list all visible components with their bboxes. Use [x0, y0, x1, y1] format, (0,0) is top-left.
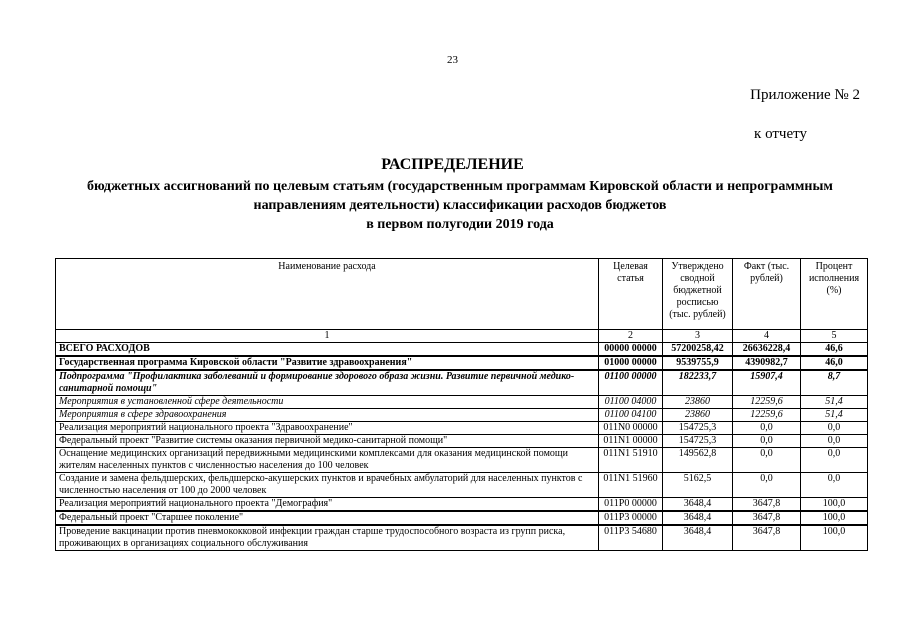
table-row: [56, 448, 868, 473]
row-approved: 23860: [663, 396, 733, 409]
header-name: Наименование расхода: [56, 259, 599, 330]
row-percent: 46,6: [801, 343, 868, 357]
table-row: [56, 498, 868, 512]
row-name: ВСЕГО РАСХОДОВ: [56, 343, 599, 357]
row-approved: 3648,4: [663, 498, 733, 512]
row-code: 011P3 54680: [599, 525, 663, 551]
row-code: 00000 00000: [599, 343, 663, 357]
row-code: 011N1 51910: [599, 448, 663, 473]
column-number: 1: [56, 330, 599, 343]
header-fact: Факт (тыс. рублей): [733, 259, 801, 330]
header-percent: Процент исполнения (%): [801, 259, 868, 330]
subtitle-line-3: в первом полугодии 2019 года: [366, 217, 554, 232]
row-code: 011N1 51960: [599, 473, 663, 498]
row-approved: 57200258,42: [663, 343, 733, 357]
row-code: 011N1 00000: [599, 435, 663, 448]
row-code: 01100 00000: [599, 370, 663, 396]
row-fact: 0,0: [733, 448, 801, 473]
row-percent: 46,0: [801, 356, 868, 370]
table-header-row: [56, 259, 868, 330]
row-percent: 8,7: [801, 370, 868, 396]
row-name: Федеральный проект "Старшее поколение": [56, 511, 599, 525]
row-fact: 12259,6: [733, 409, 801, 422]
subtitle-line-1: бюджетных ассигнований по целевым статьям (государственным программам Кировской области и непрограммным: [87, 179, 833, 194]
row-approved: 9539755,9: [663, 356, 733, 370]
row-code: 01100 04000: [599, 396, 663, 409]
table-row: [56, 370, 868, 396]
row-approved: 154725,3: [663, 435, 733, 448]
document-subtitle: [40, 177, 880, 234]
table-row: [56, 343, 868, 357]
row-percent: 0,0: [801, 422, 868, 435]
row-name: Реализация мероприятий национального проекта "Демография": [56, 498, 599, 512]
row-fact: 0,0: [733, 473, 801, 498]
row-name: Государственная программа Кировской области "Развитие здравоохранения": [56, 356, 599, 370]
header-target: Целевая статья: [599, 259, 663, 330]
row-fact: 15907,4: [733, 370, 801, 396]
row-fact: 3647,8: [733, 525, 801, 551]
row-name: Реализация мероприятий национального проекта "Здравоохранение": [56, 422, 599, 435]
row-approved: 182233,7: [663, 370, 733, 396]
row-percent: 0,0: [801, 473, 868, 498]
column-number: 4: [733, 330, 801, 343]
table-row: [56, 473, 868, 498]
column-number-row: [56, 330, 868, 343]
row-approved: 3648,4: [663, 525, 733, 551]
row-name: Мероприятия в сфере здравоохранения: [56, 409, 599, 422]
row-fact: 26636228,4: [733, 343, 801, 357]
row-percent: 0,0: [801, 448, 868, 473]
header-approved: Утверждено сводной бюджетной росписью (тыс. рублей): [663, 259, 733, 330]
row-percent: 51,4: [801, 409, 868, 422]
row-percent: 51,4: [801, 396, 868, 409]
row-code: 01000 00000: [599, 356, 663, 370]
budget-table: [55, 258, 868, 551]
row-name: Проведение вакцинации против пневмококковой инфекции граждан старше трудоспособного возраста из групп риска, проживающих в организациях социального обслуживания: [56, 525, 599, 551]
row-fact: 3647,8: [733, 511, 801, 525]
to-report-label: к отчету: [754, 126, 807, 142]
row-code: 01100 04100: [599, 409, 663, 422]
row-approved: 3648,4: [663, 511, 733, 525]
document-title: РАСПРЕДЕЛЕНИЕ: [381, 156, 524, 173]
row-name: Подпрограмма "Профилактика заболеваний и формирование здорового образа жизни. Развитие первичной медико-санитарной помощи": [56, 370, 599, 396]
appendix-label: Приложение № 2: [750, 87, 860, 103]
table-row: [56, 511, 868, 525]
row-name: Оснащение медицинских организаций передвижными медицинскими комплексами для оказания медицинской помощи жителям населенных пунктов с численностью населения до 100 человек: [56, 448, 599, 473]
row-approved: 5162,5: [663, 473, 733, 498]
row-fact: 0,0: [733, 435, 801, 448]
row-approved: 154725,3: [663, 422, 733, 435]
row-percent: 0,0: [801, 435, 868, 448]
table-row: [56, 525, 868, 551]
table-row: [56, 409, 868, 422]
row-name: Мероприятия в установленной сфере деятельности: [56, 396, 599, 409]
row-percent: 100,0: [801, 525, 868, 551]
row-approved: 23860: [663, 409, 733, 422]
row-name: Создание и замена фельдшерских, фельдшерско-акушерских пунктов и врачебных амбулаторий для населенных пунктов с численностью населения от 100 до 2000 человек: [56, 473, 599, 498]
column-number: 3: [663, 330, 733, 343]
row-code: 011P0 00000: [599, 498, 663, 512]
row-percent: 100,0: [801, 511, 868, 525]
table-row: [56, 396, 868, 409]
subtitle-line-2: направлениям деятельности) классификации расходов бюджетов: [253, 198, 667, 213]
row-fact: 0,0: [733, 422, 801, 435]
row-fact: 3647,8: [733, 498, 801, 512]
row-approved: 149562,8: [663, 448, 733, 473]
row-code: 011P3 00000: [599, 511, 663, 525]
table-row: [56, 422, 868, 435]
table-row: [56, 435, 868, 448]
row-name: Федеральный проект "Развитие системы оказания первичной медико-санитарной помощи": [56, 435, 599, 448]
row-code: 011N0 00000: [599, 422, 663, 435]
row-fact: 12259,6: [733, 396, 801, 409]
column-number: 5: [801, 330, 868, 343]
page-number: 23: [447, 54, 458, 66]
column-number: 2: [599, 330, 663, 343]
row-fact: 4390982,7: [733, 356, 801, 370]
table-row: [56, 356, 868, 370]
row-percent: 100,0: [801, 498, 868, 512]
